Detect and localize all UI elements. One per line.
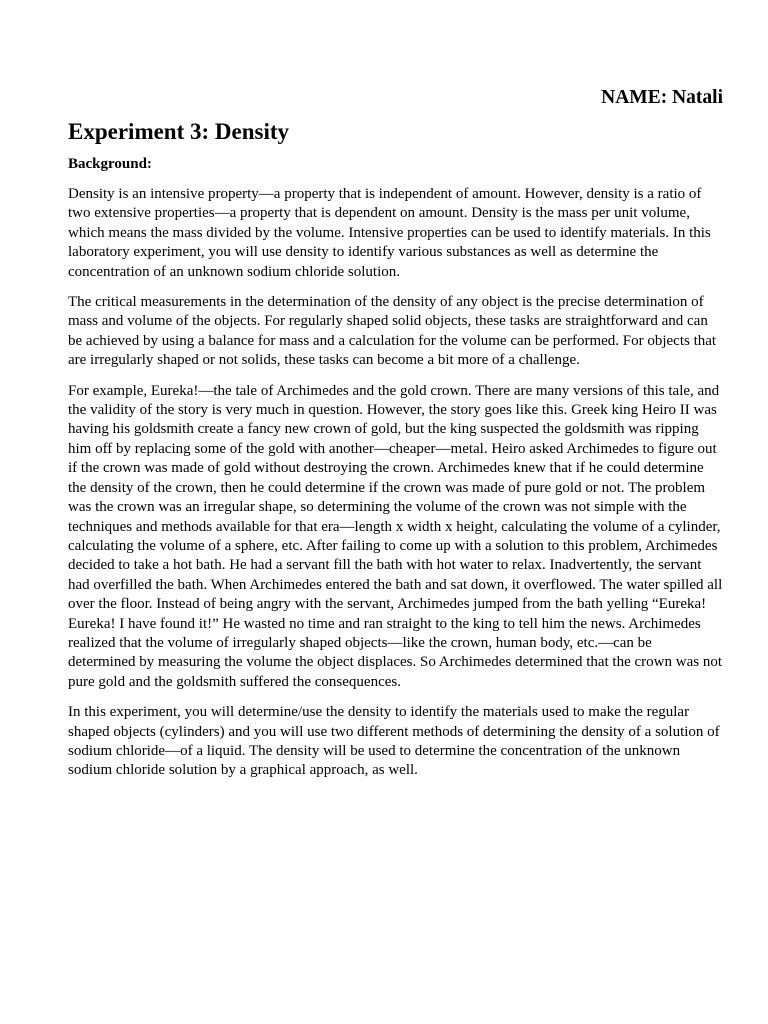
paragraph-experiment-overview: In this experiment, you will determine/use the density to identify the materials used to make the regular shaped objects (cylinders) and you will use two different methods of determining the density of a solution of sodium chloride—of a liquid. The density will be used to determine the concentration of the unknown sodium chloride solution by a graphical approach, as well.	[68, 704, 720, 779]
student-name: NAME: Natali	[601, 87, 723, 108]
paragraph-critical-measurements: The critical measurements in the determination of the density of any object is the precise determination of mass and volume of the objects. For regularly shaped solid objects, these tasks are straightforward and can be achieved by using a balance for mass and a calculation for the volume can be performed. For objects that are irregularly shaped or not solids, these tasks can become a bit more of a challenge.	[68, 294, 717, 369]
paragraph-density-definition: Density is an intensive property—a property that is independent of amount. However, density is a ratio of two extensive properties—a property that is dependent on amount. Density is the mass per unit volume, which means the mass divided by the volume. Intensive properties can be used to identify materials. In this laboratory experiment, you will use density to identify various substances as well as determine the concentration of an unknown sodium chloride solution.	[68, 186, 711, 280]
paragraph-archimedes-story: For example, Eureka!—the tale of Archimedes and the gold crown. There are many versions of this tale, and the validity of the story is very much in question. However, the story goes like this. Greek king Heiro II was having his goldsmith create a fancy new crown of gold, but the king suspected the goldsmith was ripping him off by replacing some of the gold with another—cheaper—metal. Heiro asked Archimedes to figure out if the crown was made of gold without destroying the crown. Archimedes knew that if he could determine the density of the crown, then he could determine if the crown was made of pure gold or not. The problem was the crown was an irregular shape, so determining the volume of the crown was not simple with the techniques and methods available for that era—length x width x height, calculating the volume of a cylinder, calculating the volume of a sphere, etc. After failing to come up with a solution to this problem, Archimedes decided to take a hot bath. He had a servant fill the bath with hot water to relax. Inadvertently, the servant had overfilled the bath. When Archimedes entered the bath and sat down, it overflowed. The water spilled all over the floor. Instead of being angry with the servant, Archimedes jumped from the bath yelling “Eureka! Eureka! I have found it!” He wasted no time and ran straight to the king to tell him the news. Archimedes realized that the volume of irregularly shaped objects—like the crown, human body, etc.—can be determined by measuring the volume the object displaces. So Archimedes determined that the crown was not pure gold and the goldsmith suffered the consequences.	[68, 382, 723, 690]
page-title: Experiment 3: Density	[68, 119, 290, 144]
document-page	[68, 86, 723, 781]
section-heading-background: Background:	[68, 156, 152, 172]
